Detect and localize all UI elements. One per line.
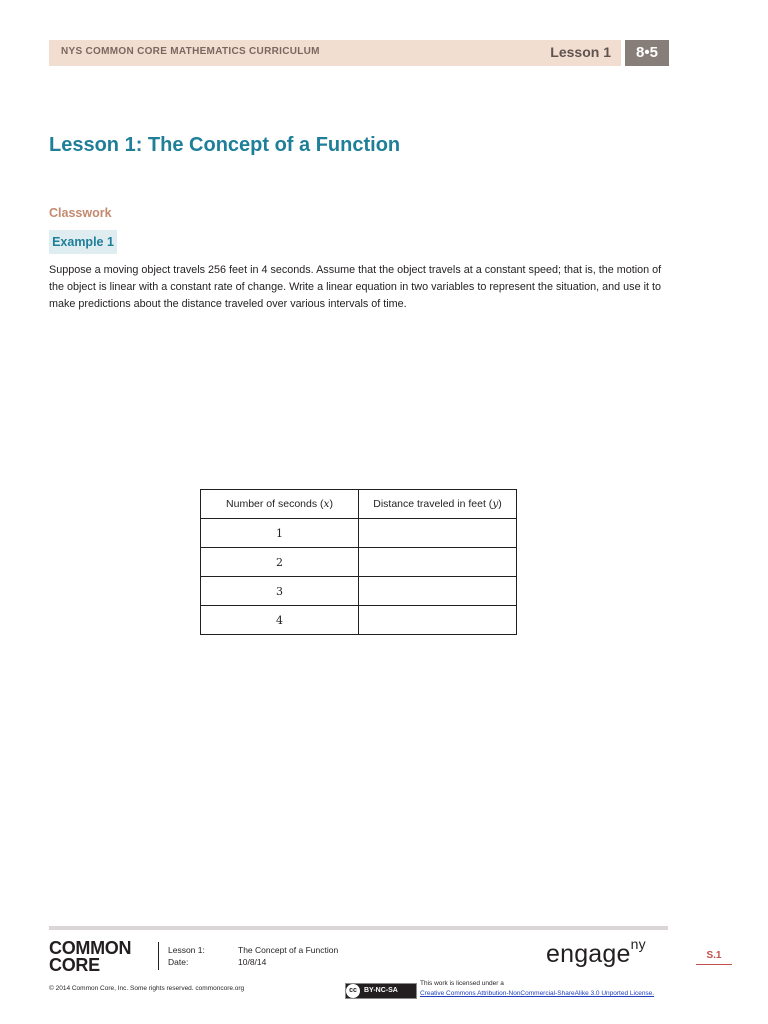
grade-module-badge: 8•5 (625, 40, 669, 66)
column-header-distance: Distance traveled in feet (y) (359, 490, 517, 519)
table-row (201, 548, 517, 577)
problem-paragraph: Suppose a moving object travels 256 feet in 4 seconds. Assume that the object travels at a constant speed; that is, the motion of the object is linear with a constant rate of change. Write a linear equation in two variables to represent the situation, and use it to make predictions about the distance traveled over various intervals of time. (49, 264, 662, 310)
footer-date-value: 10/8/14 (238, 957, 267, 967)
copyright-notice: © 2014 Common Core, Inc. Some rights reserved. commoncore.org (49, 985, 245, 992)
cc-icon: cc (346, 984, 360, 998)
seconds-cell: 3 (201, 577, 359, 606)
seconds-cell: 4 (201, 606, 359, 635)
table-row (201, 606, 517, 635)
page-number: S.1 (696, 950, 732, 965)
data-table (200, 489, 517, 635)
footer-divider (49, 926, 668, 930)
example-label: Example 1 (49, 230, 117, 254)
seconds-cell: 2 (201, 548, 359, 577)
license-link[interactable]: Creative Commons Attribution-NonCommercial-ShareAlike 3.0 Unported License. (420, 990, 655, 997)
creative-commons-badge[interactable]: cc BY-NC-SA (345, 983, 417, 999)
footer-lesson-info (168, 944, 338, 968)
distance-cell[interactable] (359, 519, 517, 548)
common-core-logo: COMMON CORE (49, 938, 132, 975)
footer-lesson-key: Lesson 1: (168, 945, 205, 955)
table-row (201, 577, 517, 606)
distance-cell[interactable] (359, 548, 517, 577)
seconds-cell: 1 (201, 519, 359, 548)
license-notice: This work is licensed under a Creative Commons Attribution-NonCommercial-ShareAlike 3.0 Unported License. (420, 980, 655, 997)
footer-date-key: Date: (168, 957, 189, 967)
distance-cell[interactable] (359, 606, 517, 635)
table-row (201, 519, 517, 548)
footer-lesson-value: The Concept of a Function (238, 945, 339, 955)
logo-divider (158, 942, 159, 970)
section-heading: Classwork (49, 206, 112, 220)
table-header-row (201, 490, 517, 519)
page-title: Lesson 1: The Concept of a Function (49, 134, 401, 156)
header-banner (49, 40, 621, 66)
distance-cell[interactable] (359, 577, 517, 606)
column-header-seconds: Number of seconds (x) (201, 490, 359, 519)
header-lesson-label: Lesson 1 (550, 44, 611, 60)
curriculum-title: NYS COMMON CORE MATHEMATICS CURRICULUM (61, 46, 320, 57)
engageny-logo: engage$^{ny}$ (546, 936, 646, 968)
